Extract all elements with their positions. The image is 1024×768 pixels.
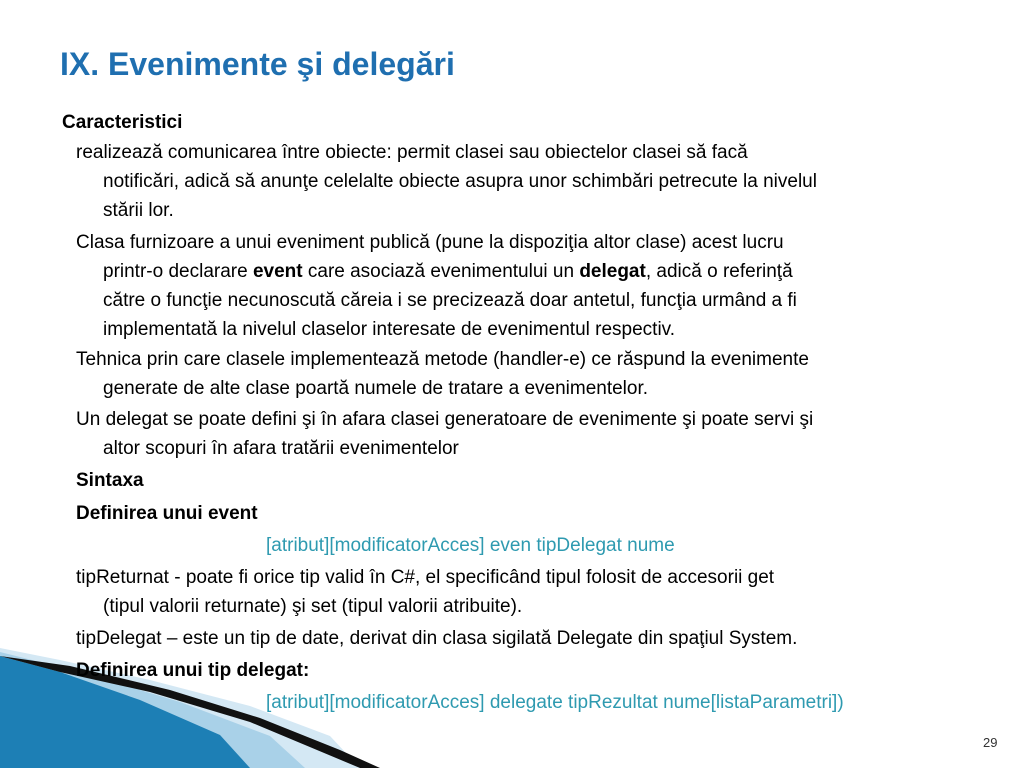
p2-text-c: care asociază evenimentului un [302,261,580,282]
heading-caracteristici: Caracteristici [62,112,183,133]
heading-definirea-event: Definirea unui event [76,503,258,524]
p2-text-a: printr-o declarare [103,261,253,282]
slide-title: IX. Evenimente şi delegări [60,46,455,82]
p3-line-2: generate de alte clase poartă numele de tratare a evenimentelor. [103,378,649,399]
p4-line-1: Un delegat se poate defini şi în afara clasei generatoare de evenimente şi poate servi şi [76,409,814,430]
p1-line-3: stării lor. [103,200,174,221]
keyword-event: event [252,261,303,282]
p5-line-2: (tipul valorii returnate) şi set (tipul valorii atribuite). [103,596,523,617]
p4-line-2: altor scopuri în afara tratării evenimentelor [103,438,459,459]
p1-line-2: notificări, adică să anunţe celelalte obiecte asupra unor schimbări petrecute la nivelul [103,171,817,192]
p3-line-1: Tehnica prin care clasele implementează metode (handler-e) ce răspund la evenimente [76,349,809,370]
syntax-event: [atribut][modificatorAcces] even tipDelegat nume [266,535,675,556]
heading-definirea-delegat: Definirea unui tip delegat: [76,660,310,681]
p2-text-e: , adică o referinţă [645,261,793,282]
p5-line-1: tipReturnat - poate fi orice tip valid în C#, el specificând tipul folosit de accesorii get [76,567,775,588]
heading-sintaxa: Sintaxa [76,470,144,491]
syntax-delegate: [atribut][modificatorAcces] delegate tipRezultat nume[listaParametri]) [266,692,844,713]
p1-line-1: realizează comunicarea între obiecte: permit clasei sau obiectelor clasei să facă [76,142,748,163]
p6-line: tipDelegat – este un tip de date, derivat din clasa sigilată Delegate din spaţiul System. [76,628,798,649]
page-number: 29 [983,735,998,750]
p2-line-3: către o funcţie necunoscută căreia i se precizează doar antetul, funcţia urmând a fi [103,290,797,311]
p2-line-1: Clasa furnizoare a unui eveniment publică (pune la dispoziţia altor clase) acest lucru [76,232,784,253]
p2-line-2 [103,257,793,286]
p2-line-4: implementată la nivelul claselor interesate de evenimentul respectiv. [103,319,676,340]
keyword-delegat: delegat [579,261,646,282]
